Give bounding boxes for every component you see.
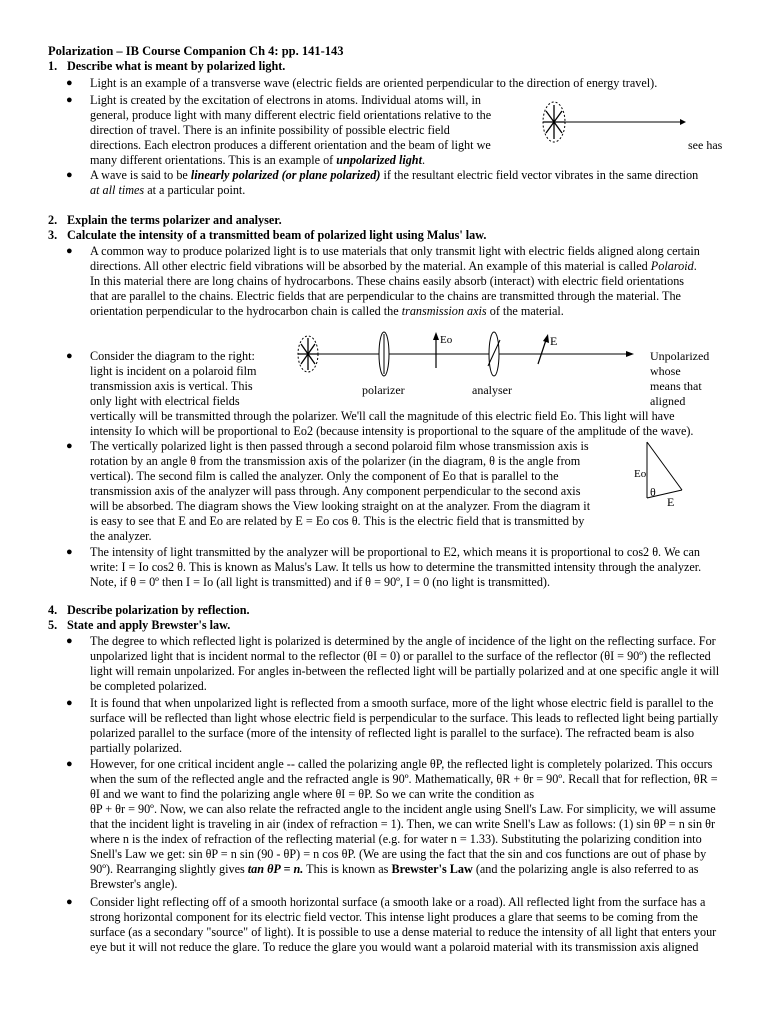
text-line: the analyzer. — [90, 529, 152, 543]
text-line: rotation by an angle θ from the transmission axis of the polarizer (in the diagram, θ is the angle from — [90, 454, 581, 468]
text-line: direction of travel. There is an infinite possibility of possible electric field — [90, 123, 450, 137]
bullet-icon: ● — [66, 94, 73, 106]
text-line: light is incident on a polaroid film — [90, 364, 257, 378]
text-line: Snell's Law we get: sin θP = n sin (90 - θP) = n cos θP. (We are using the fact that the sin and cos functions are out of phase by — [90, 847, 707, 861]
side-text-3: means that — [650, 379, 702, 393]
bullet-icon: ● — [66, 635, 73, 647]
page-title: Polarization – IB Course Companion Ch 4: pp. 141-143 — [48, 44, 344, 58]
text-line: surface will be reflected than light whose electric field is perpendicular to the surface. This leads to reflected light being partially — [90, 711, 719, 725]
arrow-head-icon — [543, 334, 549, 343]
text-line: strong horizontal component for its electric field vector. This intense light produces a glare that seems to be coming from the — [90, 910, 698, 924]
text-line: transmission axis of the analyzer will pass through. Any component perpendicular to the second axis — [90, 484, 581, 498]
question-number: 2. — [48, 213, 58, 227]
bullet-icon: ● — [66, 758, 73, 770]
e-label: E — [550, 334, 558, 348]
text-line: that the incident light is traveling in air (index of refraction = 1). Then, we can write Snell's Law as follows: (1) sin θP = n sin θr — [90, 817, 716, 831]
side-text-2: whose — [650, 364, 681, 378]
text-line: only light with electrical fields — [90, 394, 240, 408]
text-line: many different orientations. This is an example of unpolarized light. — [90, 153, 426, 167]
text-line: The degree to which reflected light is polarized is determined by the angle of incidence of the light on the reflecting surface. For — [90, 634, 716, 648]
bullet-icon: ● — [66, 440, 73, 452]
text-line: that are parallel to the chains. Electric fields that are perpendicular to the chains are transmitted through the material. The — [90, 289, 681, 303]
text-line: The intensity of light transmitted by the analyzer will be proportional to E2, which means it is proportional to cos2 θ. We can — [90, 545, 701, 559]
text-line: eye but it will not reduce the glare. To reduce the glare you would want a polaroid material with its transmission axis aligned — [90, 940, 699, 954]
question-3 — [48, 228, 486, 243]
text-line: In this material there are long chains of hydrocarbons. These chains easily absorb (interact) with electric field orientations — [90, 274, 685, 288]
arrow-head-icon — [680, 119, 686, 125]
unpolarized-light-diagram — [538, 98, 688, 148]
triangle-e-label: E — [667, 495, 675, 509]
text-line: It is found that when unpolarized light is reflected from a smooth surface, more of the light whose electric field is parallel to the — [90, 696, 714, 710]
analyser-label: analyser — [472, 383, 512, 397]
question-4 — [48, 603, 250, 618]
question-number: 4. — [48, 603, 58, 617]
text-line: directions. All other electric field vibrations will be absorbed by the material. An example of this material is called Polaroid. — [90, 259, 697, 273]
question-text: Calculate the intensity of a transmitted beam of polarized light using Malus' law. — [67, 228, 487, 242]
bullet-icon: ● — [66, 169, 73, 181]
arrow-head-icon — [433, 332, 439, 340]
question-number: 3. — [48, 228, 58, 242]
text-line: Note, if θ = 0º then I = Io (all light is transmitted) and if θ = 90º, I = 0 (no light is transmitted). — [90, 575, 551, 589]
text-line: partially polarized. — [90, 741, 183, 755]
text-line: Consider light reflecting off of a smooth horizontal surface (a smooth lake or a road). All reflected light from the surface has a — [90, 895, 706, 909]
polarizer-label: polarizer — [362, 383, 405, 397]
text-line: transmission axis is vertical. This — [90, 379, 253, 393]
text-line: Light is created by the excitation of electrons in atoms. Individual atoms will, in — [90, 93, 481, 107]
text-line: θI and we want to find the polarizing angle where θI = θP. So we can write the condition as — [90, 787, 535, 801]
text-line: θP + θr = 90º. Now, we can also relate the refracted angle to the incident angle using Snell's Law. For simplicity, we will assume — [90, 802, 716, 816]
consider-continuation — [90, 409, 740, 439]
text-line: write: I = Io cos2 θ. This is known as Malus's Law. It tells us how to determine the transmitted intensity through the analyzer. — [90, 560, 702, 574]
question-5 — [48, 618, 230, 633]
text-line: intensity Io which will be proportional to Eo2 (because intensity is proportional to the square of the amplitude of the wave). — [90, 424, 694, 438]
bullet-icon: ● — [66, 350, 73, 362]
text-line: be completed polarized. — [90, 679, 207, 693]
text-line: unpolarized light that is incident normal to the reflector (θI = 0) or parallel to the surface of the reflector (θI = 90º) the reflected — [90, 649, 711, 663]
bullet-icon: ● — [66, 546, 73, 558]
text-line: Consider the diagram to the right: — [90, 349, 255, 363]
bullet-icon: ● — [66, 697, 73, 709]
question-text: Explain the terms polarizer and analyser. — [67, 213, 282, 227]
text-line: vertically will be transmitted through the polarizer. We'll call the magnitude of this electric field Eo. This light will have — [90, 409, 675, 423]
text-line: is easy to see that E and Eo are related by E = Eo cos θ. This is the electric field that is transmitted by — [90, 514, 585, 528]
text-line: surface (as a secondary "source" of light). It is possible to use a dense material to reduce the intensity of all light that enters your — [90, 925, 717, 939]
see-has-label: see has — [688, 138, 723, 152]
text-line: general, produce light with many different electric field orientations relative to the — [90, 108, 492, 122]
hypotenuse-side — [647, 442, 682, 490]
text-line: when the sum of the reflected angle and the refracted angle is 90º. Mathematically, θR + θr = 90º. Recall that for reflection, θR = — [90, 772, 718, 786]
question-1 — [48, 59, 285, 74]
side-text-4: aligned — [650, 394, 686, 408]
question-text: State and apply Brewster's law. — [67, 618, 231, 632]
question-number: 1. — [48, 59, 58, 73]
triangle-theta-label: θ — [650, 485, 656, 499]
text-line: directions. Each electron produces a different orientation and the beam of light we — [90, 138, 491, 152]
triangle-eo-label: Eo — [634, 468, 647, 480]
question-2 — [48, 213, 282, 228]
text-line: polarized parallel to the surface (more of the intensity of reflected light is parallel to the surface). The refracted beam is also — [90, 726, 695, 740]
side-text-1: Unpolarized — [650, 349, 710, 363]
bullet-icon: ● — [66, 245, 73, 257]
text-line: will be absorbed. The diagram shows the View looking straight on at the analyzer. From the diagram it — [90, 499, 591, 513]
text-line: The vertically polarized light is then passed through a second polaroid film whose transmission axis is — [90, 439, 589, 453]
text-line: Brewster's angle). — [90, 877, 178, 891]
question-text: Describe polarization by reflection. — [67, 603, 250, 617]
text-line: at all times at a particular point. — [90, 183, 246, 197]
bullet-icon: ● — [66, 896, 73, 908]
bullet-text: Light is an example of a transverse wave (electric fields are oriented perpendicular to the direction of energy travel). — [90, 76, 658, 90]
text-line: A common way to produce polarized light is to use materials that only transmit light with electric fields aligned along certain — [90, 244, 700, 258]
text-line: 90º). Rearranging slightly gives tan θP = n. This is known as Brewster's Law (and the polarizing angle is also referred to as — [90, 862, 699, 876]
bullet-icon: ● — [66, 77, 73, 89]
text-line: A wave is said to be linearly polarized (or plane polarized) if the resultant electric field vector vibrates in the same direction — [90, 168, 699, 182]
question-text: Describe what is meant by polarized light. — [67, 59, 286, 73]
text-line: orientation perpendicular to the hydrocarbon chain is called the transmission axis of the material. — [90, 304, 564, 318]
question-number: 5. — [48, 618, 58, 632]
text-line: vertical). The second film is called the analyzer. Only the component of Eo that is parallel to the — [90, 469, 559, 483]
field-arrows-icon — [543, 105, 565, 139]
text-line: However, for one critical incident angle -- called the polarizing angle θP, the reflected light is completely polarized. This occurs — [90, 757, 713, 771]
text-line: where n is the index of refraction of the reflecting material (e.g. for water n = 1.33). Substituting the polarizing condition into — [90, 832, 702, 846]
text-line: light will remain unpolarized. For angles in-between the reflected light will be partially polarized and at one specific angle it will — [90, 664, 720, 678]
eo-label: Eo — [440, 334, 453, 346]
